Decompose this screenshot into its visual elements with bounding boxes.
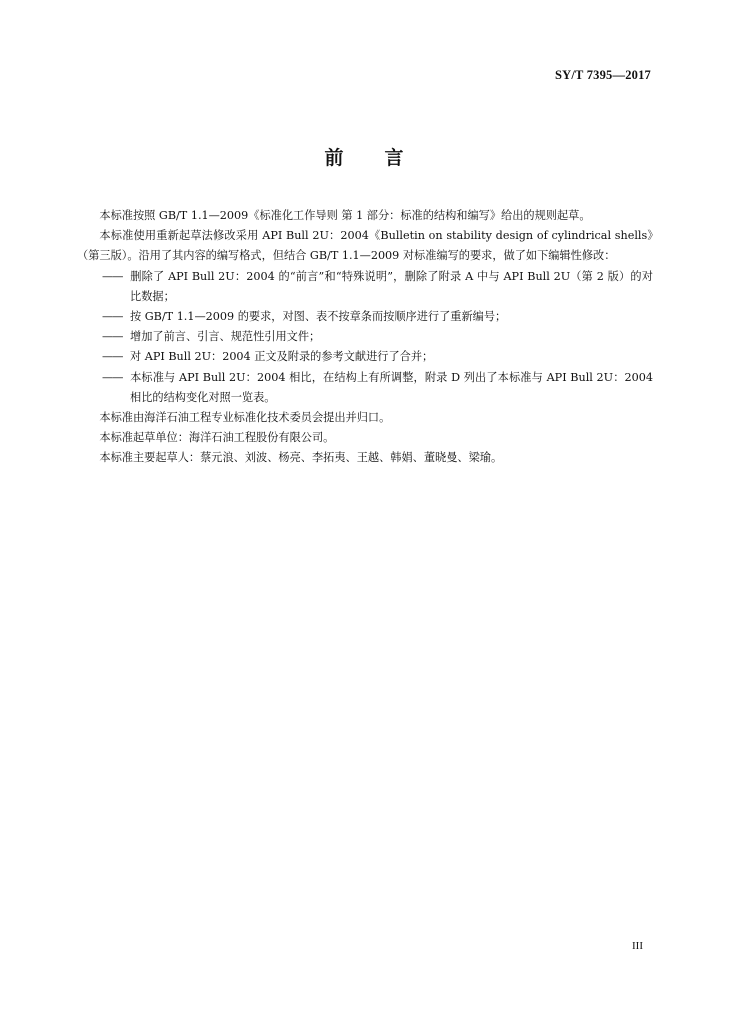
list-item	[77, 347, 653, 367]
page-title	[0, 143, 729, 170]
list-item-text: 按 GB/T 1.1—2009 的要求，对图、表不按章条而按顺序进行了重新编号；	[130, 310, 507, 324]
title-char-2: 言	[384, 147, 405, 169]
paragraph-drafting-unit: 本标准起草单位：海洋石油工程股份有限公司。	[99, 431, 335, 445]
list-item	[77, 267, 653, 307]
list-item-text: 删除了 API Bull 2U：2004 的“前言”和“特殊说明”，删除了附录 A 中与 API Bull 2U（第 2 版）的对比数据；	[130, 269, 653, 303]
paragraph-proposer: 本标准由海洋石油工程专业标准化技术委员会提出并归口。	[99, 411, 391, 425]
paragraph-drafters: 本标准主要起草人：蔡元浪、刘波、杨亮、李拓夷、王越、韩娟、董晓曼、梁瑜。	[99, 451, 503, 465]
list-item-text: 对 API Bull 2U：2004 正文及附录的参考文献进行了合并；	[130, 350, 434, 364]
list-dash: ——	[102, 269, 123, 283]
list-item-text: 增加了前言、引言、规范性引用文件；	[130, 330, 321, 344]
list-item-text: 本标准与 API Bull 2U：2004 相比，在结构上有所调整，附录 D 列出了本标准与 API Bull 2U：2004 相比的结构变化对照一览表。	[130, 370, 653, 404]
list-dash: ——	[102, 370, 123, 384]
foreword-body	[77, 206, 653, 469]
list-item	[77, 368, 653, 408]
paragraph-adoption-method: 本标准使用重新起草法修改采用 API Bull 2U：2004《Bulletin on stability design of cylindrical shells》（第三版）。沿用了其内容的编写格式，但结合 GB/T 1.1—2009 对标准编写的要求，做了如下编辑性修改：	[77, 229, 653, 263]
list-dash: ——	[102, 350, 123, 364]
title-char-1: 前	[324, 147, 345, 169]
page-number: III	[632, 940, 643, 952]
paragraph-drafting-rules: 本标准按照 GB/T 1.1—2009《标准化工作导则 第 1 部分：标准的结构和编写》给出的规则起草。	[99, 209, 591, 222]
list-item	[77, 327, 653, 347]
document-code: SY/T 7395—2017	[555, 68, 651, 82]
list-item	[77, 307, 653, 327]
list-dash: ——	[102, 310, 123, 324]
list-dash: ——	[102, 330, 123, 344]
